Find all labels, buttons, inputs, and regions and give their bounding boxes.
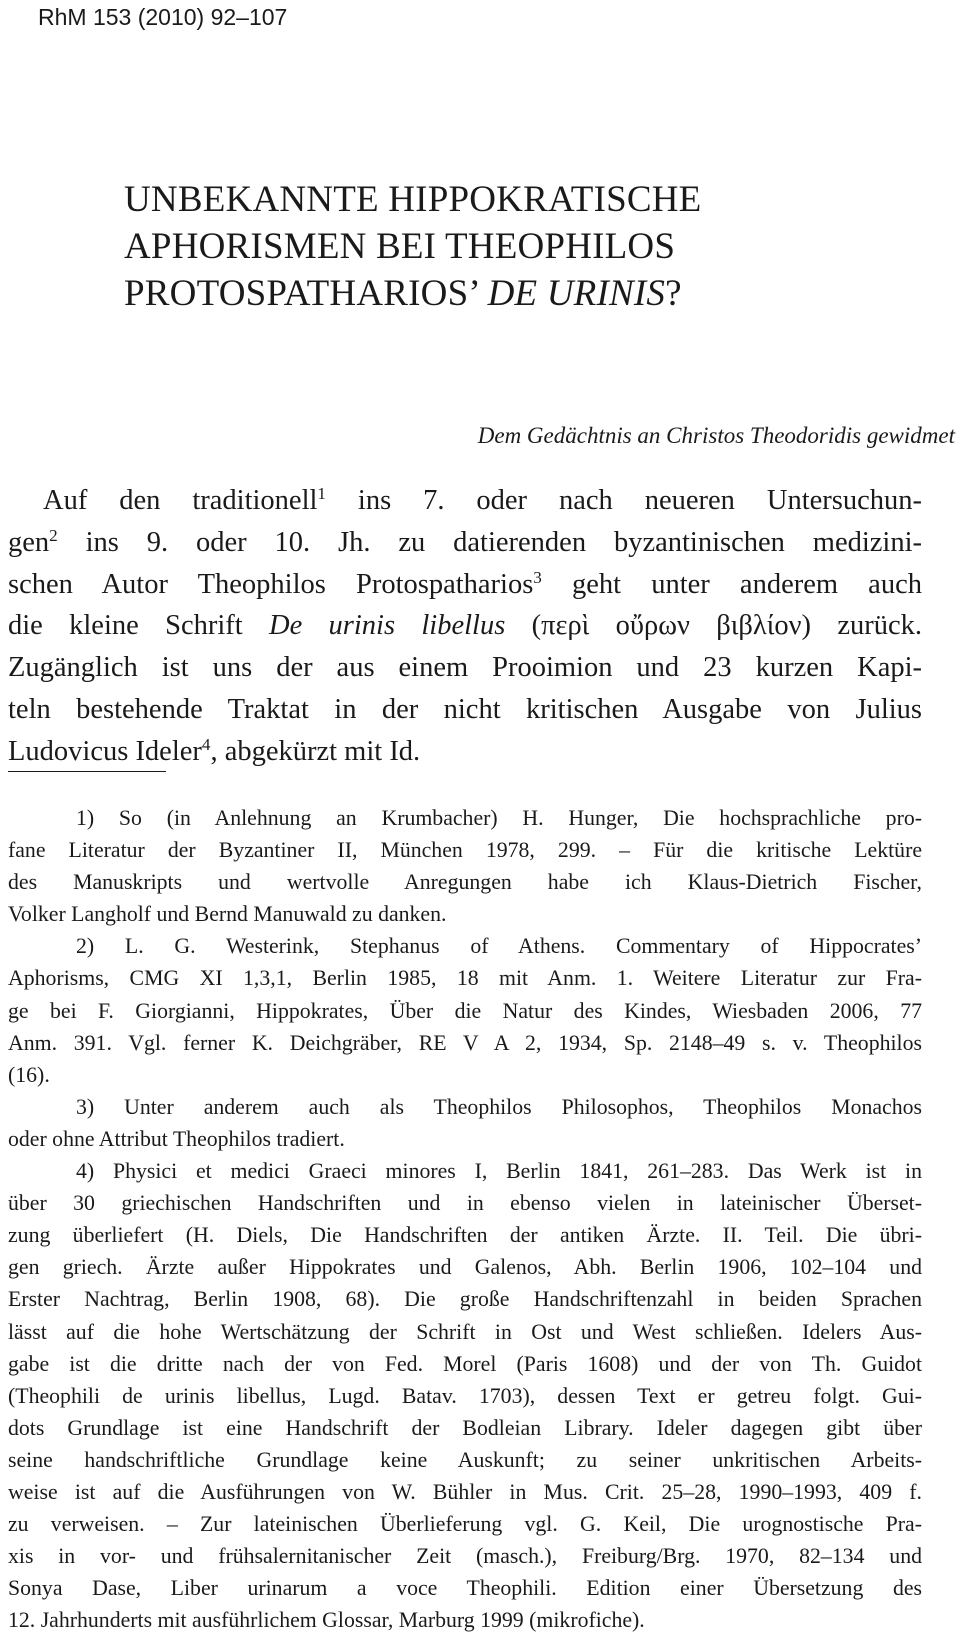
body-text-segment: schen Autor Theophilos Protospatharios [8, 568, 534, 600]
title-line-3-prefix: PROTOSPATHARIOS’ [124, 273, 488, 314]
footnote-line: lässt auf die hohe Wertschätzung der Schrift in Ost und West schließen. Idelers Aus- [8, 1319, 922, 1344]
dedication: Dem Gedächtnis an Christos Theodoridis gewidmet [477, 423, 955, 448]
body-text-segment: (περὶ οὔρων βιβλίον) zurück. [505, 610, 922, 642]
footnote-1 [8, 802, 922, 930]
body-text-segment: , abgekürzt mit Id. [210, 735, 421, 767]
body-text-segment: Auf den traditionell [43, 485, 318, 516]
footnote-ref-3[interactable]: 3 [533, 567, 542, 587]
footnote-line: Volker Langholf und Bernd Manuwald zu danken. [8, 902, 447, 927]
footnote-line: 2) L. G. Westerink, Stephanus of Athens. Commentary of Hippocrates’ [76, 934, 922, 959]
footnote-ref-4[interactable]: 4 [201, 734, 211, 754]
body-paragraph [8, 480, 922, 773]
body-text-segment: geht unter anderem auch [541, 568, 922, 600]
body-line: Zugänglich ist uns der aus einem Prooimion und 23 kurzen Kapi- [8, 652, 922, 684]
body-text-segment: Ludovicus Ideler [8, 735, 202, 767]
body-text-segment: ins 7. oder nach neueren Untersuchun- [325, 485, 922, 516]
article-title [124, 176, 884, 317]
footnote-ref-1[interactable]: 1 [317, 483, 326, 503]
footnote-ref-2[interactable]: 2 [49, 525, 58, 545]
footnote-line: über 30 griechischen Handschriften und in ebenso vielen in lateinischer Überset- [8, 1191, 922, 1216]
journal-reference: RhM 153 (2010) 92–107 [38, 4, 288, 30]
title-line-3-suffix: ? [665, 273, 682, 314]
footnote-line: zu verweisen. – Zur lateinischen Überlieferung vgl. G. Keil, Die urognostische Pra- [8, 1512, 922, 1537]
title-line-2: APHORISMEN BEI THEOPHILOS [124, 226, 676, 267]
footnotes [8, 802, 922, 1636]
footnote-line: fane Literatur der Byzantiner II, München 1978, 299. – Für die kritische Lektüre [8, 838, 922, 863]
work-title-italic: De urinis libellus [268, 610, 506, 642]
body-text-segment: ins 9. oder 10. Jh. zu datierenden byzantinischen medizini- [57, 526, 922, 558]
body-line [8, 605, 922, 647]
body-line: teln bestehende Traktat in der nicht kritischen Ausgabe von Julius [8, 693, 922, 725]
footnote-line: 4) Physici et medici Graeci minores I, Berlin 1841, 261–283. Das Werk ist in [76, 1159, 922, 1184]
footnote-line: gabe ist die dritte nach der von Fed. Morel (Paris 1608) und der von Th. Guidot [8, 1351, 922, 1376]
footnote-line: Erster Nachtrag, Berlin 1908, 68). Die große Handschriftenzahl in beiden Sprachen [8, 1287, 922, 1312]
title-line-3 [124, 270, 884, 317]
body-line [8, 522, 922, 564]
footnote-line: dots Grundlage ist eine Handschrift der Bodleian Library. Ideler dagegen gibt über [8, 1415, 922, 1440]
body-text-segment: die kleine Schrift [8, 610, 269, 642]
body-text-segment: gen [8, 526, 50, 558]
footnote-line: gen griech. Ärzte außer Hippokrates und Galenos, Abh. Berlin 1906, 102–104 und [8, 1255, 922, 1280]
title-line-1: UNBEKANNTE HIPPOKRATISCHE [124, 179, 702, 220]
footnote-line: 12. Jahrhunderts mit ausführlichem Glossar, Marburg 1999 (mikrofiche). [8, 1608, 645, 1633]
footnote-line: weise ist auf die Ausführungen von W. Bühler in Mus. Crit. 25–28, 1990–1993, 409 f. [8, 1479, 922, 1504]
footnote-3 [8, 1091, 922, 1155]
footnote-line: des Manuskripts und wertvolle Anregungen habe ich Klaus-Dietrich Fischer, [8, 870, 922, 895]
footnote-4 [8, 1155, 922, 1636]
body-line [8, 480, 922, 522]
footnote-line: 3) Unter anderem auch als Theophilos Philosophos, Theophilos Monachos [76, 1094, 922, 1119]
footnote-line: Aphorisms, CMG XI 1,3,1, Berlin 1985, 18 mit Anm. 1. Weitere Literatur zur Fra- [8, 966, 922, 991]
footnote-line: zung überliefert (H. Diels, Die Handschriften der antiken Ärzte. II. Teil. Die übri- [8, 1223, 922, 1248]
footnote-line: Anm. 391. Vgl. ferner K. Deichgräber, RE V A 2, 1934, Sp. 2148–49 s. v. Theophilos [8, 1030, 922, 1055]
body-line [8, 731, 922, 773]
footnote-line: 1) So (in Anlehnung an Krumbacher) H. Hunger, Die hochsprachliche pro- [76, 806, 922, 830]
footnote-line: (16). [8, 1062, 50, 1087]
title-line-3-italic: DE URINIS [487, 273, 666, 314]
body-line [8, 564, 922, 606]
footnote-line: ge bei F. Giorgianni, Hippokrates, Über die Natur des Kindes, Wiesbaden 2006, 77 [8, 998, 922, 1023]
footnote-line: seine handschriftliche Grundlage keine Auskunft; zu seiner unkritischen Arbeits- [8, 1447, 922, 1472]
footnote-2 [8, 930, 922, 1090]
footnote-line: (Theophili de urinis libellus, Lugd. Batav. 1703), dessen Text er getreu folgt. Gui- [8, 1383, 922, 1408]
footnote-line: Sonya Dase, Liber urinarum a voce Theophili. Edition einer Übersetzung des [8, 1576, 922, 1601]
footnote-line: oder ohne Attribut Theophilos tradiert. [8, 1126, 345, 1151]
footnote-line: xis in vor- und frühsalernitanischer Zeit (masch.), Freiburg/Brg. 1970, 82–134 und [8, 1544, 922, 1569]
footnote-divider [8, 771, 166, 772]
